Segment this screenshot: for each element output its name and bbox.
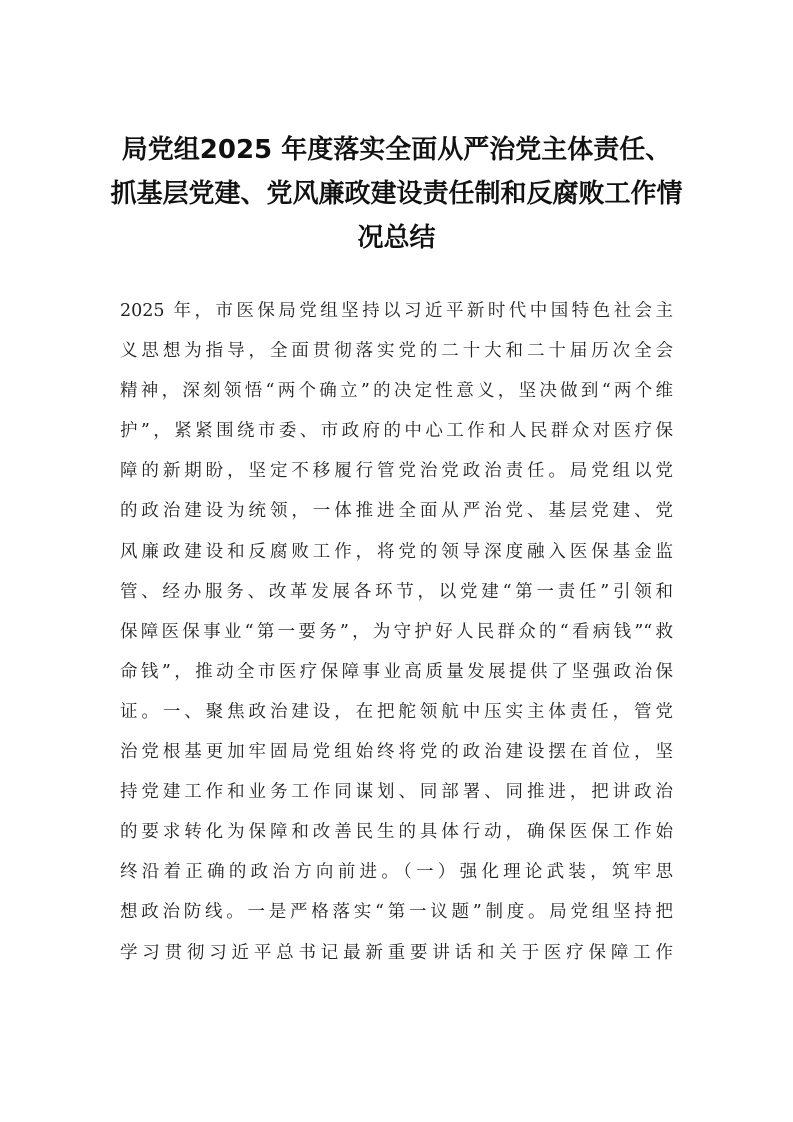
- body-line: 义思想为指导，全面贯彻落实党的二十大和二十届历次全会: [120, 341, 673, 362]
- document-body: [120, 291, 673, 973]
- body-line: 学习贯彻习近平总书记最新重要讲话和关于医疗保障工作: [120, 942, 673, 963]
- body-line: 命钱”，推动全市医疗保障事业高质量发展提供了坚强政治保: [120, 661, 673, 682]
- body-line: 2025 年，市医保局党组坚持以习近平新时代中国特色社会主: [120, 301, 673, 321]
- body-line: 证。一、聚焦政治建设，在把舵领航中压实主体责任，管党: [120, 701, 673, 722]
- body-line: 持党建工作和业务工作同谋划、同部署、同推进，把讲政治: [120, 782, 673, 803]
- body-line: 管、经办服务、改革发展各环节，以党建“第一责任”引领和: [120, 581, 673, 602]
- body-line: 治党根基更加牢固局党组始终将党的政治建设摆在首位，坚: [120, 742, 673, 763]
- body-line: 障的新期盼，坚定不移履行管党治党政治责任。局党组以党: [120, 461, 673, 482]
- body-line: 风廉政建设和反腐败工作，将党的领导深度融入医保基金监: [120, 541, 673, 562]
- document-title: 局党组2025 年度落实全面从严治党主体责任、抓基层党建、党风廉政建设责任制和反腐败工作情况总结: [110, 135, 683, 253]
- body-line: 终沿着正确的政治方向前进。（一）强化理论武装，筑牢思: [120, 862, 673, 883]
- body-line: 的要求转化为保障和改善民生的具体行动，确保医保工作始: [120, 822, 673, 843]
- body-line: 精神，深刻领悟“两个确立”的决定性意义，坚决做到“两个维: [120, 381, 673, 402]
- body-line: 想政治防线。一是严格落实“第一议题”制度。局党组坚持把: [120, 902, 673, 923]
- body-line: 保障医保事业“第一要务”，为守护好人民群众的“看病钱”“救: [120, 621, 673, 642]
- body-line: 护”，紧紧围绕市委、市政府的中心工作和人民群众对医疗保: [120, 421, 673, 442]
- body-line: 的政治建设为统领，一体推进全面从严治党、基层党建、党: [120, 501, 673, 522]
